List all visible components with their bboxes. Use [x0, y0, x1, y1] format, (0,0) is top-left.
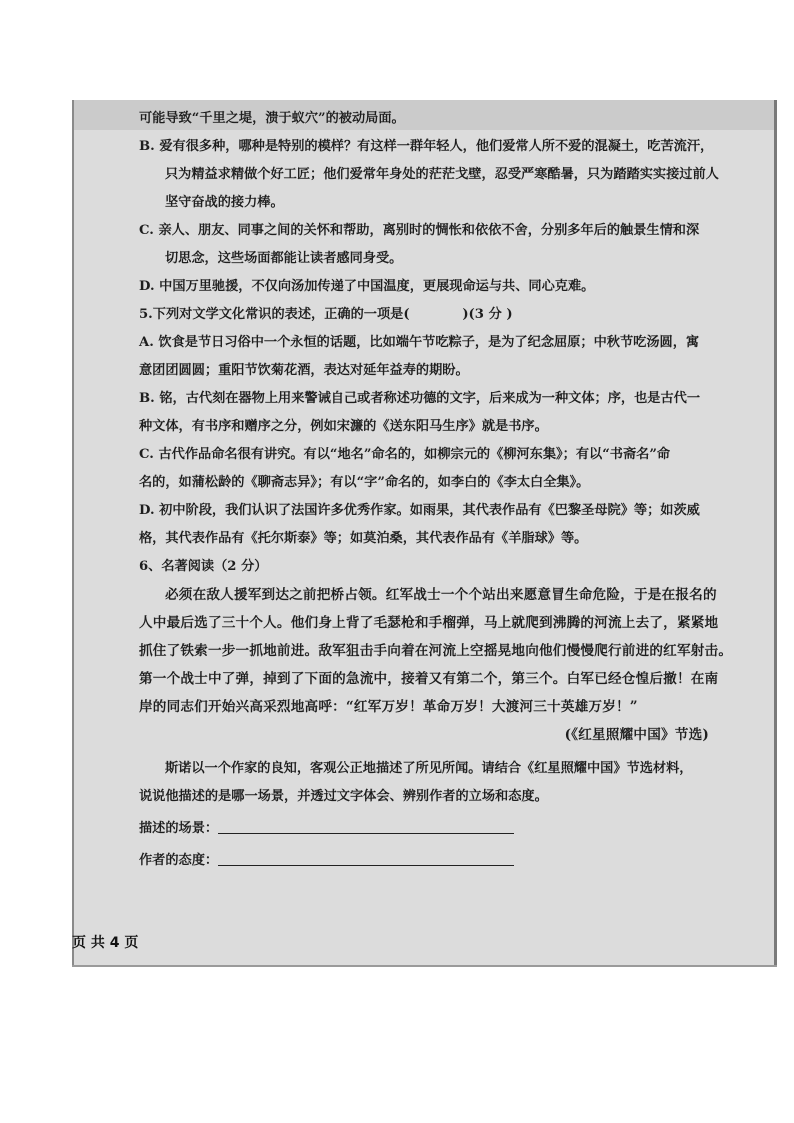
answer-scene-row [139, 815, 739, 843]
passage-source: (《红星照耀中国》节选) [564, 727, 709, 743]
q5-option-a: A. 饮食是节日习俗中一个永恒的话题，比如端午节吃粽子，是为了纪念屈原；中秋节吃汤圆，寓 [139, 335, 700, 350]
text-line: 格，其代表作品有《托尔斯泰》等；如莫泊桑，其代表作品有《羊脂球》等。 [139, 531, 588, 546]
text-line: 名的，如蒲松龄的《聊斋志异》；有以“字”命名的，如李白的《李太白全集》。 [139, 475, 590, 490]
scene-answer-blank[interactable] [218, 833, 514, 834]
text-line: 种文体，有书序和赠序之分，例如宋濂的《送东阳马生序》就是书序。 [139, 419, 548, 434]
instruction-line: 斯诺以一个作家的良知，客观公正地描述了所见所闻。请结合《红星照耀中国》节选材料， [165, 761, 693, 776]
q5-option-b: B. 铭，古代刻在器物上用来警诫自己或者称述功德的文字，后来成为一种文体；序，也是古代一 [139, 391, 701, 406]
page-footer: 页 共 4 页 [72, 935, 139, 951]
question-6-title: 6、名著阅读（2 分） [139, 559, 268, 574]
option-b-line: B. 爱有很多种，哪种是特别的模样？有这样一群年轻人，他们爱常人所不爱的混凝土，吃苦流汗， [139, 139, 714, 154]
option-c-line: C. 亲人、朋友、同事之间的关怀和帮助，离别时的惆怅和依依不舍，分别多年后的触景生情和深 [139, 223, 700, 238]
passage-line: 人中最后选了三十个人。他们身上背了毛瑟枪和手榴弹，马上就爬到沸腾的河流上去了，紧紧地 [139, 615, 719, 631]
sheet-bottom-edge [72, 965, 777, 967]
text-line: 只为精益求精做个好工匠；他们爱常年身处的茫茫戈壁，忍受严寒酷暑，只为踏踏实实接过前人 [165, 167, 719, 182]
text-line: 切思念，这些场面都能让读者感同身受。 [165, 251, 403, 266]
instruction-line: 说说他描述的是哪一场景，并透过文字体会、辨别作者的立场和态度。 [139, 789, 548, 804]
question-text-block [139, 105, 739, 875]
text-line: 可能导致“千里之堤，溃于蚁穴”的被动局面。 [139, 111, 405, 126]
attitude-answer-blank[interactable] [218, 865, 514, 866]
attitude-label: 作者的态度： [139, 853, 219, 868]
option-d-line: D. 中国万里驰援，不仅向汤加传递了中国温度，更展现命运与共、同心克难。 [139, 279, 595, 294]
text-line: 意团团圆圆；重阳节饮菊花酒，表达对延年益寿的期盼。 [139, 363, 469, 378]
passage-line: 必须在敌人援军到达之前把桥占领。红军战士一个个站出来愿意冒生命危险，于是在报名的 [165, 587, 717, 603]
answer-attitude-row [139, 847, 739, 875]
q5-option-d: D. 初中阶段，我们认识了法国许多优秀作家。如雨果，其代表作品有《巴黎圣母院》等；如茨威 [139, 503, 700, 518]
question-5-title: 5.下列对文学文化常识的表述，正确的一项是( )(3 分 ) [139, 307, 513, 322]
q5-option-c: C. 古代作品命名很有讲究。有以“地名”命名的，如柳宗元的《柳河东集》；有以“书斋名”命 [139, 447, 671, 462]
passage-line: 抓住了铁索一步一抓地前进。敌军狙击手向着在河流上空摇晃地向他们慢慢爬行前进的红军射击。 [139, 643, 733, 659]
exam-sheet [72, 100, 777, 965]
text-line: 坚守奋战的接力棒。 [165, 195, 284, 210]
passage-line: 第一个战士中了弹，掉到了下面的急流中，接着又有第二个，第三个。白军已经仓惶后撤！在南 [139, 671, 719, 687]
passage-line: 岸的同志们开始兴高采烈地高呼：“红军万岁！革命万岁！大渡河三十英雄万岁！” [139, 699, 638, 715]
scene-label: 描述的场景： [139, 821, 219, 836]
